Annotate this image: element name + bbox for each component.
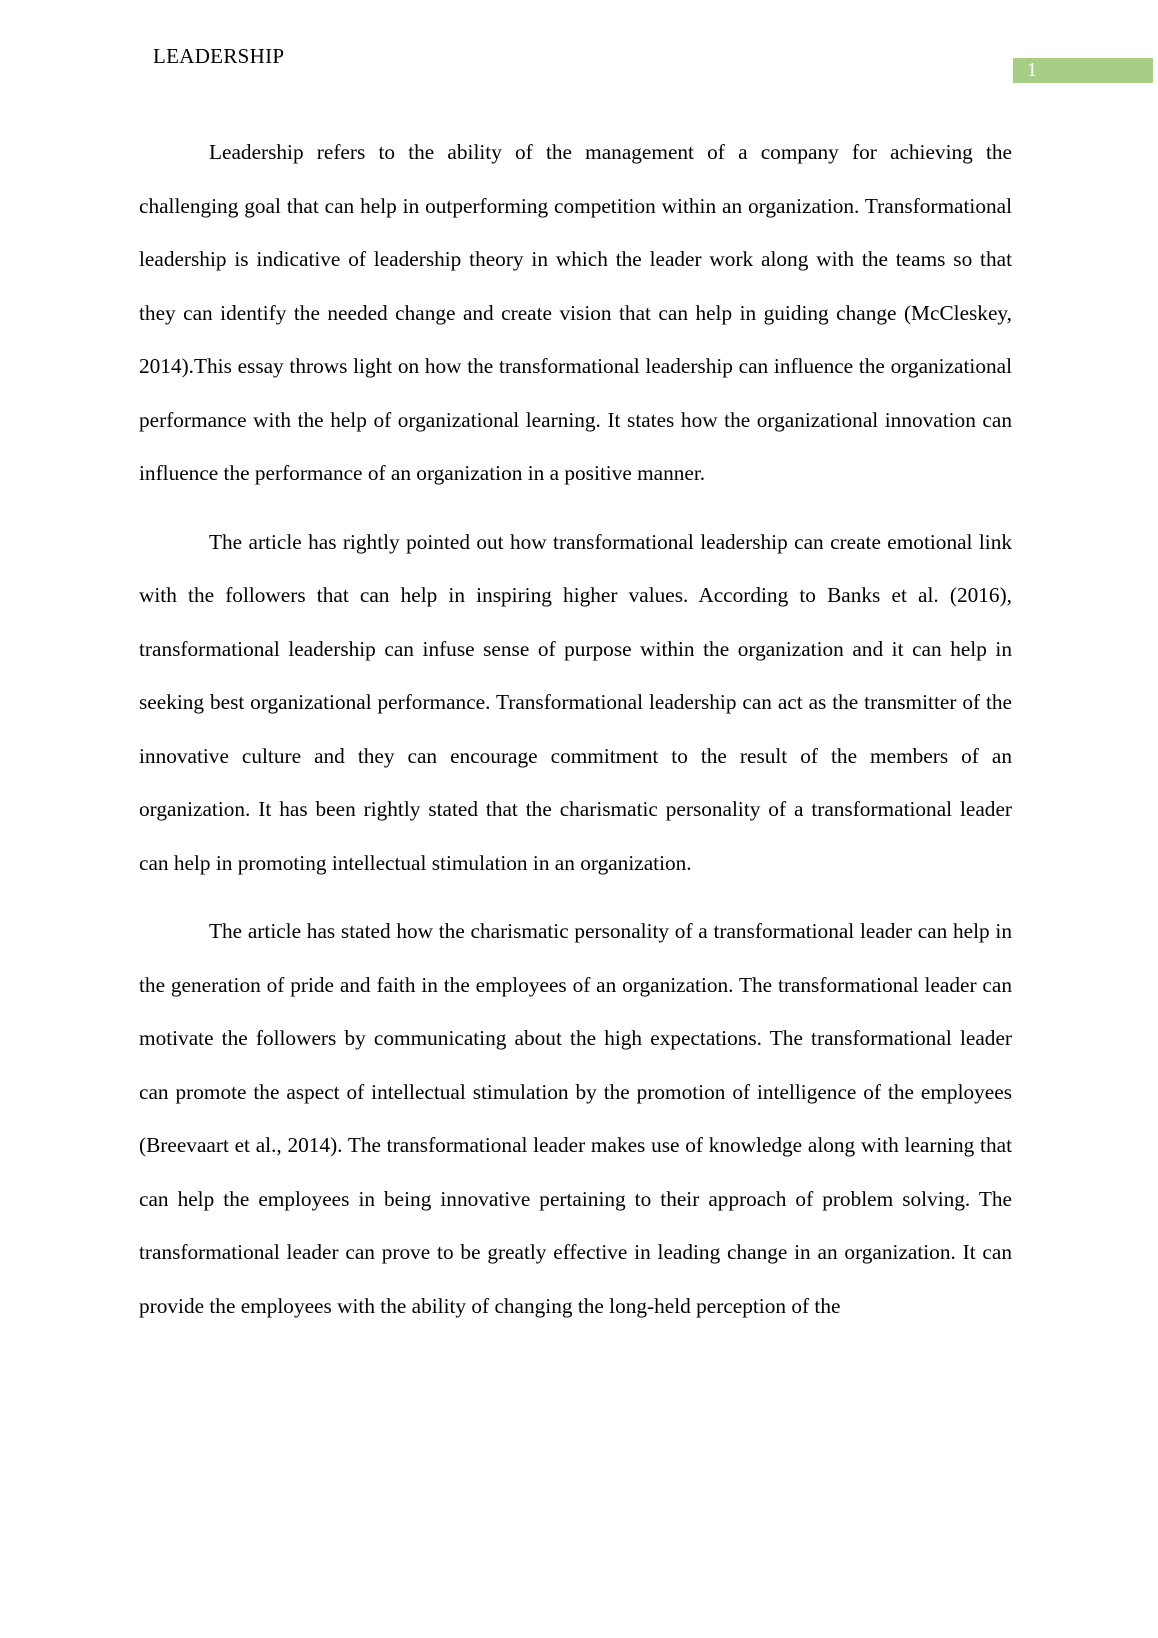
page-number: 1 xyxy=(1027,59,1037,81)
document-body xyxy=(139,126,1012,1348)
paragraph-1: Leadership refers to the ability of the management of a company for achieving the challenging goal that can help in outperforming competition within an organization. Transformational leadership is indicative of leadership theory in which the leader work along with the teams so that they can identify the needed change and create vision that can help in guiding change (McCleskey, 2014).This essay throws light on how the transformational leadership can influence the organizational performance with the help of organizational learning. It states how the organizational innovation can influence the performance of an organization in a positive manner. xyxy=(139,140,1012,485)
paragraph-2: The article has rightly pointed out how transformational leadership can create emotional link with the followers that can help in inspiring higher values. According to Banks et al. (2016), transformational leadership can infuse sense of purpose within the organization and it can help in seeking best organizational performance. Transformational leadership can act as the transmitter of the innovative culture and they can encourage commitment to the result of the members of an organization. It has been rightly stated that the charismatic personality of a transformational leader can help in promoting intellectual stimulation in an organization. xyxy=(139,529,1012,875)
running-head: LEADERSHIP xyxy=(153,44,285,68)
page-number-box xyxy=(1013,58,1153,83)
paragraph-3: The article has stated how the charismatic personality of a transformational leader can help in the generation of pride and faith in the employees of an organization. The transformational leader can motivate the followers by communicating about the high expectations. The transformational leader can promote the aspect of intellectual stimulation by the promotion of intelligence of the employees (Breevaart et al., 2014). The transformational leader makes use of knowledge along with learning that can help the employees in being innovative pertaining to their approach of problem solving. The transformational leader can prove to be greatly effective in leading change in an organization. It can provide the employees with the ability of changing the long-held perception of the xyxy=(139,919,1012,1318)
